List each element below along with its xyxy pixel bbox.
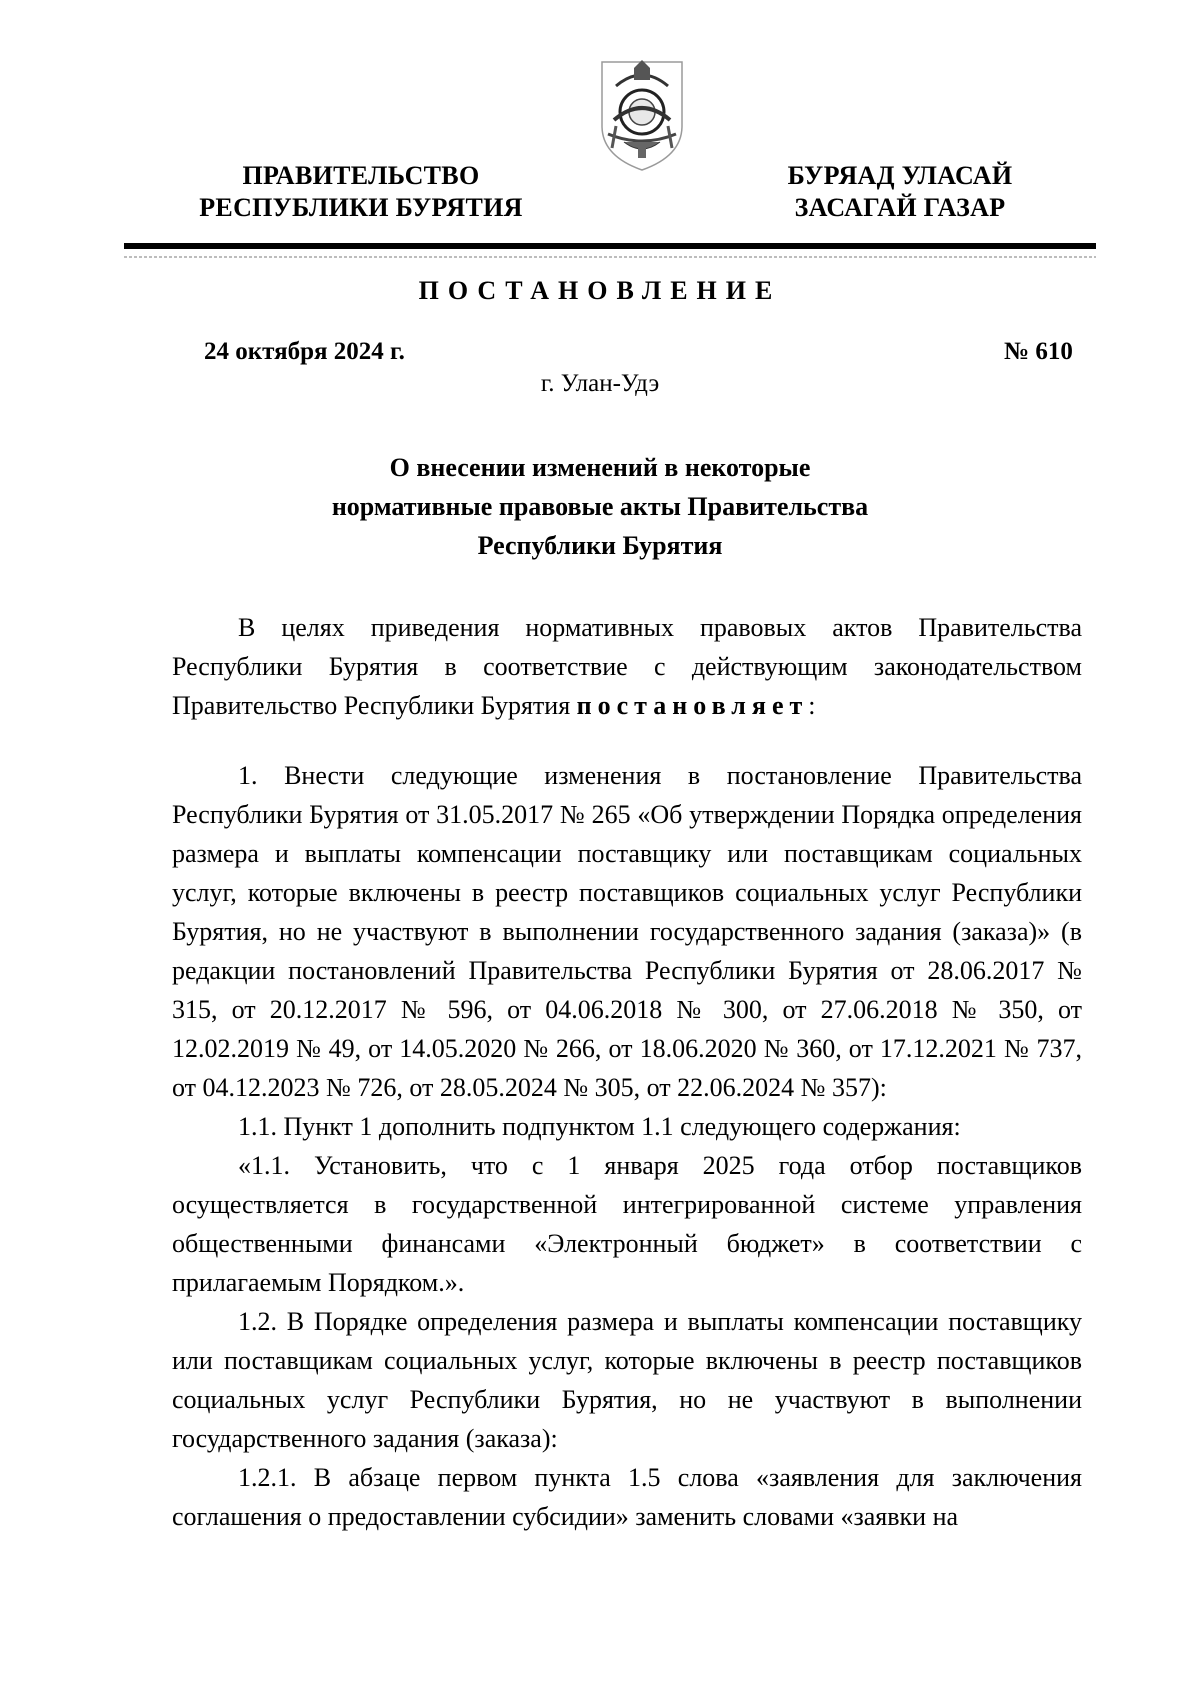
items-block (172, 756, 1082, 1536)
decree-word: постановляет (576, 691, 809, 720)
paragraph-1-1: 1.1. Пункт 1 дополнить подпунктом 1.1 следующего содержания: (238, 1112, 961, 1141)
header-divider-thick (124, 243, 1096, 249)
intro-block (172, 608, 1082, 725)
paragraph-1-2-1: 1.2.1. В абзаце первом пункта 1.5 слова «заявления для заключения соглашения о предоставлении субсидии» заменить словами «заявки на (172, 1463, 1082, 1531)
coat-of-arms-icon (594, 56, 690, 174)
header-divider-thin (124, 256, 1096, 258)
government-name-russian (178, 160, 544, 224)
document-type-title: ПОСТАНОВЛЕНИЕ (418, 276, 782, 305)
subject-line1: О внесении изменений в некоторые (389, 453, 811, 482)
government-name-line1: ПРАВИТЕЛЬСТВО (242, 161, 480, 190)
paragraph-1: 1. Внести следующие изменения в постановление Правительства Республики Бурятия от 31.05.2017 № 265 «Об утверждении Порядка определения размера и выплаты компенсации поставщику или поставщикам социальных услуг, которые включены в реестр поставщиков социальных услуг Республики Бурятия, но не участвуют в выполнении государственного задания (заказа)» (в редакции постановлений Правительства Республики Бурятия от 28.06.2017 № 315, от 20.12.2017 № 596, от 04.06.2018 № 300, от 27.06.2018 № 350, от 12.02.2019 № 49, от 14.05.2020 № 266, от 18.06.2020 № 360, от 17.12.2021 № 737, от 04.12.2023 № 726, от 28.05.2024 № 305, от 22.06.2024 № 357): (172, 761, 1082, 1102)
government-name-buryat-line2: ЗАСАГАЙ ГАЗАР (794, 193, 1006, 222)
government-name-line2: РЕСПУБЛИКИ БУРЯТИЯ (199, 193, 523, 222)
intro-paragraph (172, 608, 1082, 725)
subject-line3: Республики Бурятия (477, 531, 723, 560)
paragraph-1-1-quote: «1.1. Установить, что с 1 января 2025 года отбор поставщиков осуществляется в государственной интегрированной системе управления общественными финансами «Электронный бюджет» в соответствии с прилагаемым Порядком.». (172, 1151, 1082, 1297)
document-date: 24 октября 2024 г. (204, 338, 405, 365)
government-name-buryat (752, 160, 1048, 224)
subject-line2: нормативные правовые акты Правительства (331, 492, 869, 521)
government-name-buryat-line1: БУРЯАД УЛАСАЙ (787, 161, 1013, 190)
document-city: г. Улан-Удэ (540, 370, 660, 397)
document-number: № 610 (1004, 338, 1073, 365)
document-subject (240, 448, 960, 565)
paragraph-1-2: 1.2. В Порядке определения размера и выплаты компенсации поставщику или поставщикам социальных услуг, которые включены в реестр поставщиков социальных услуг Республики Бурятия, но не участвуют в выполнении государственного задания (заказа): (172, 1307, 1082, 1453)
intro-end: : (808, 691, 816, 720)
intro-text: В целях приведения нормативных правовых актов Правительства Республики Бурятия в соответствие с действующим законодательством Правительство Республики Бурятия (172, 613, 1082, 720)
